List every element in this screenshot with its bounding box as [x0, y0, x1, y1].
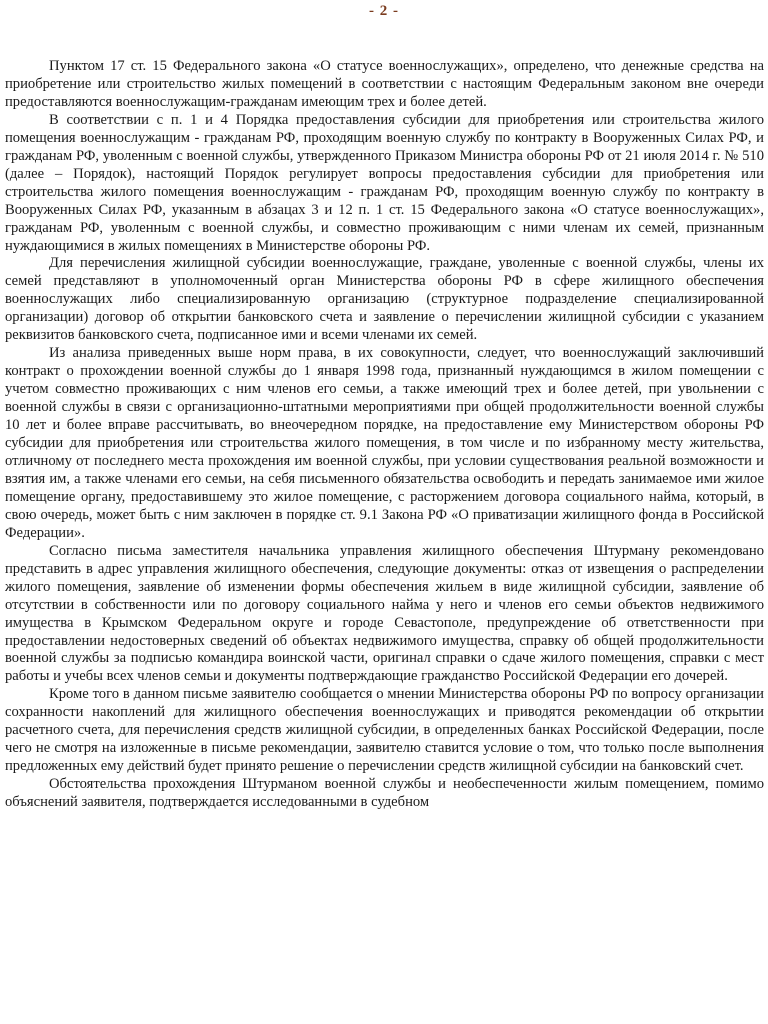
page-number: - 2 -: [369, 3, 399, 19]
document-body: [5, 58, 764, 812]
paragraph-5: Согласно письма заместителя начальника управления жилищного обеспечения Штурману рекомендовано представить в адрес управления жилищного обеспечения, следующие документы: отказ от извещения о распределении жилого помещения, заявление об изменении формы обеспечения жильем в виде жилищной субсидии, заявление об отсутствии в собственности или по договору социального найма у него и членов его семьи объектов недвижимого имущества в Крымском Федеральном округе и городе Севастополе, предупреждение об ответственности при предоставлении недостоверных сведений об объектах недвижимого имущества, справку об общей продолжительности военной службы за подписью командира воинской части, оригинал справки о сдаче жилого помещения, справки с мест работы и учебы всех членов семьи и документы подтверждающие гражданство Российской Федерации его дочерей.: [5, 542, 764, 685]
paragraph-1: Пунктом 17 ст. 15 Федерального закона «О статусе военнослужащих», определено, что денежные средства на приобретение или строительство жилых помещений в соответствии с настоящим Федеральным законом вне очереди предоставляются военнослужащим-гражданам имеющим трех и более детей.: [5, 58, 764, 110]
paragraph-4: Из анализа приведенных выше норм права, в их совокупности, следует, что военнослужащий заключивший контракт о прохождении военной службы до 1 января 1998 года, признанный нуждающимся в жилом помещении с учетом совместно проживающих с ним членов его семьи, а также имеющий трех и более детей, при увольнении с военной службы в связи с организационно-штатными мероприятиями при общей продолжительности военной службы 10 лет и более вправе рассчитывать, во внеочередном порядке, на предоставление ему Министерством обороны РФ субсидии для приобретения или строительства жилого помещения, в том числе и по избранному месту жительства, отличному от последнего места прохождения им военной службы, при условии существования реальной возможности и взятия им, а также членами его семьи, на себя письменного обязательства освободить и передать занимаемое ими жилое помещение органу, предоставившему это жилое помещение, с расторжением договора социального найма, который, в свою очередь, может быть с ним заключен в порядке ст. 9.1 Закона РФ «О приватизации жилищного фонда в Российской Федерации».: [5, 345, 764, 541]
paragraph-2: В соответствии с п. 1 и 4 Порядка предоставления субсидии для приобретения или строительства жилого помещения военнослужащим - гражданам РФ, проходящим военную службу по контракту в Вооруженных Силах РФ, и гражданам РФ, уволенным с военной службы, утвержденного Приказом Министра обороны РФ от 21 июля 2014 г. № 510 (далее – Порядок), настоящий Порядок регулирует вопросы предоставления субсидии для приобретения или строительства жилого помещения военнослужащим - гражданам РФ, проходящим военную службу по контракту в Вооруженных Силах РФ, указанным в абзацах 3 и 12 п. 1 ст. 15 Федерального закона «О статусе военнослужащих», гражданам РФ, уволенным с военной службы, и совместно проживающим с ними членам их семей, признанным нуждающимися в жилых помещениях в Министерстве обороны РФ.: [5, 111, 764, 254]
paragraph-6: Кроме того в данном письме заявителю сообщается о мнении Министерства обороны РФ по вопросу организации сохранности накоплений для жилищного обеспечения военнослужащих и приводятся рекомендации об открытии расчетного счета, для перечисления средств жилищной субсидии, в определенных банках Российской Федерации, после чего не смотря на изложенные в письме рекомендации, заявителю ставится условие о том, что только после выполнения предложенных ему действий будет принято решение о перечислении средств жилищной субсидии на банковский счет.: [5, 686, 764, 775]
paragraph-7: Обстоятельства прохождения Штурманом военной службы и необеспеченности жилым помещением, помимо объяснений заявителя, подтверждается исследованными в судебном: [5, 776, 764, 811]
paragraph-3: Для перечисления жилищной субсидии военнослужащие, граждане, уволенные с военной службы, члены их семей представляют в уполномоченный орган Министерства обороны РФ в сфере жилищного обеспечения военнослужащих либо специализированную организацию (структурное подразделение специализированной организации) договор об открытии банковского счета и заявление о перечислении жилищной субсидии с указанием реквизитов банковского счета, подписанное ими и всеми членами их семей.: [5, 255, 764, 344]
